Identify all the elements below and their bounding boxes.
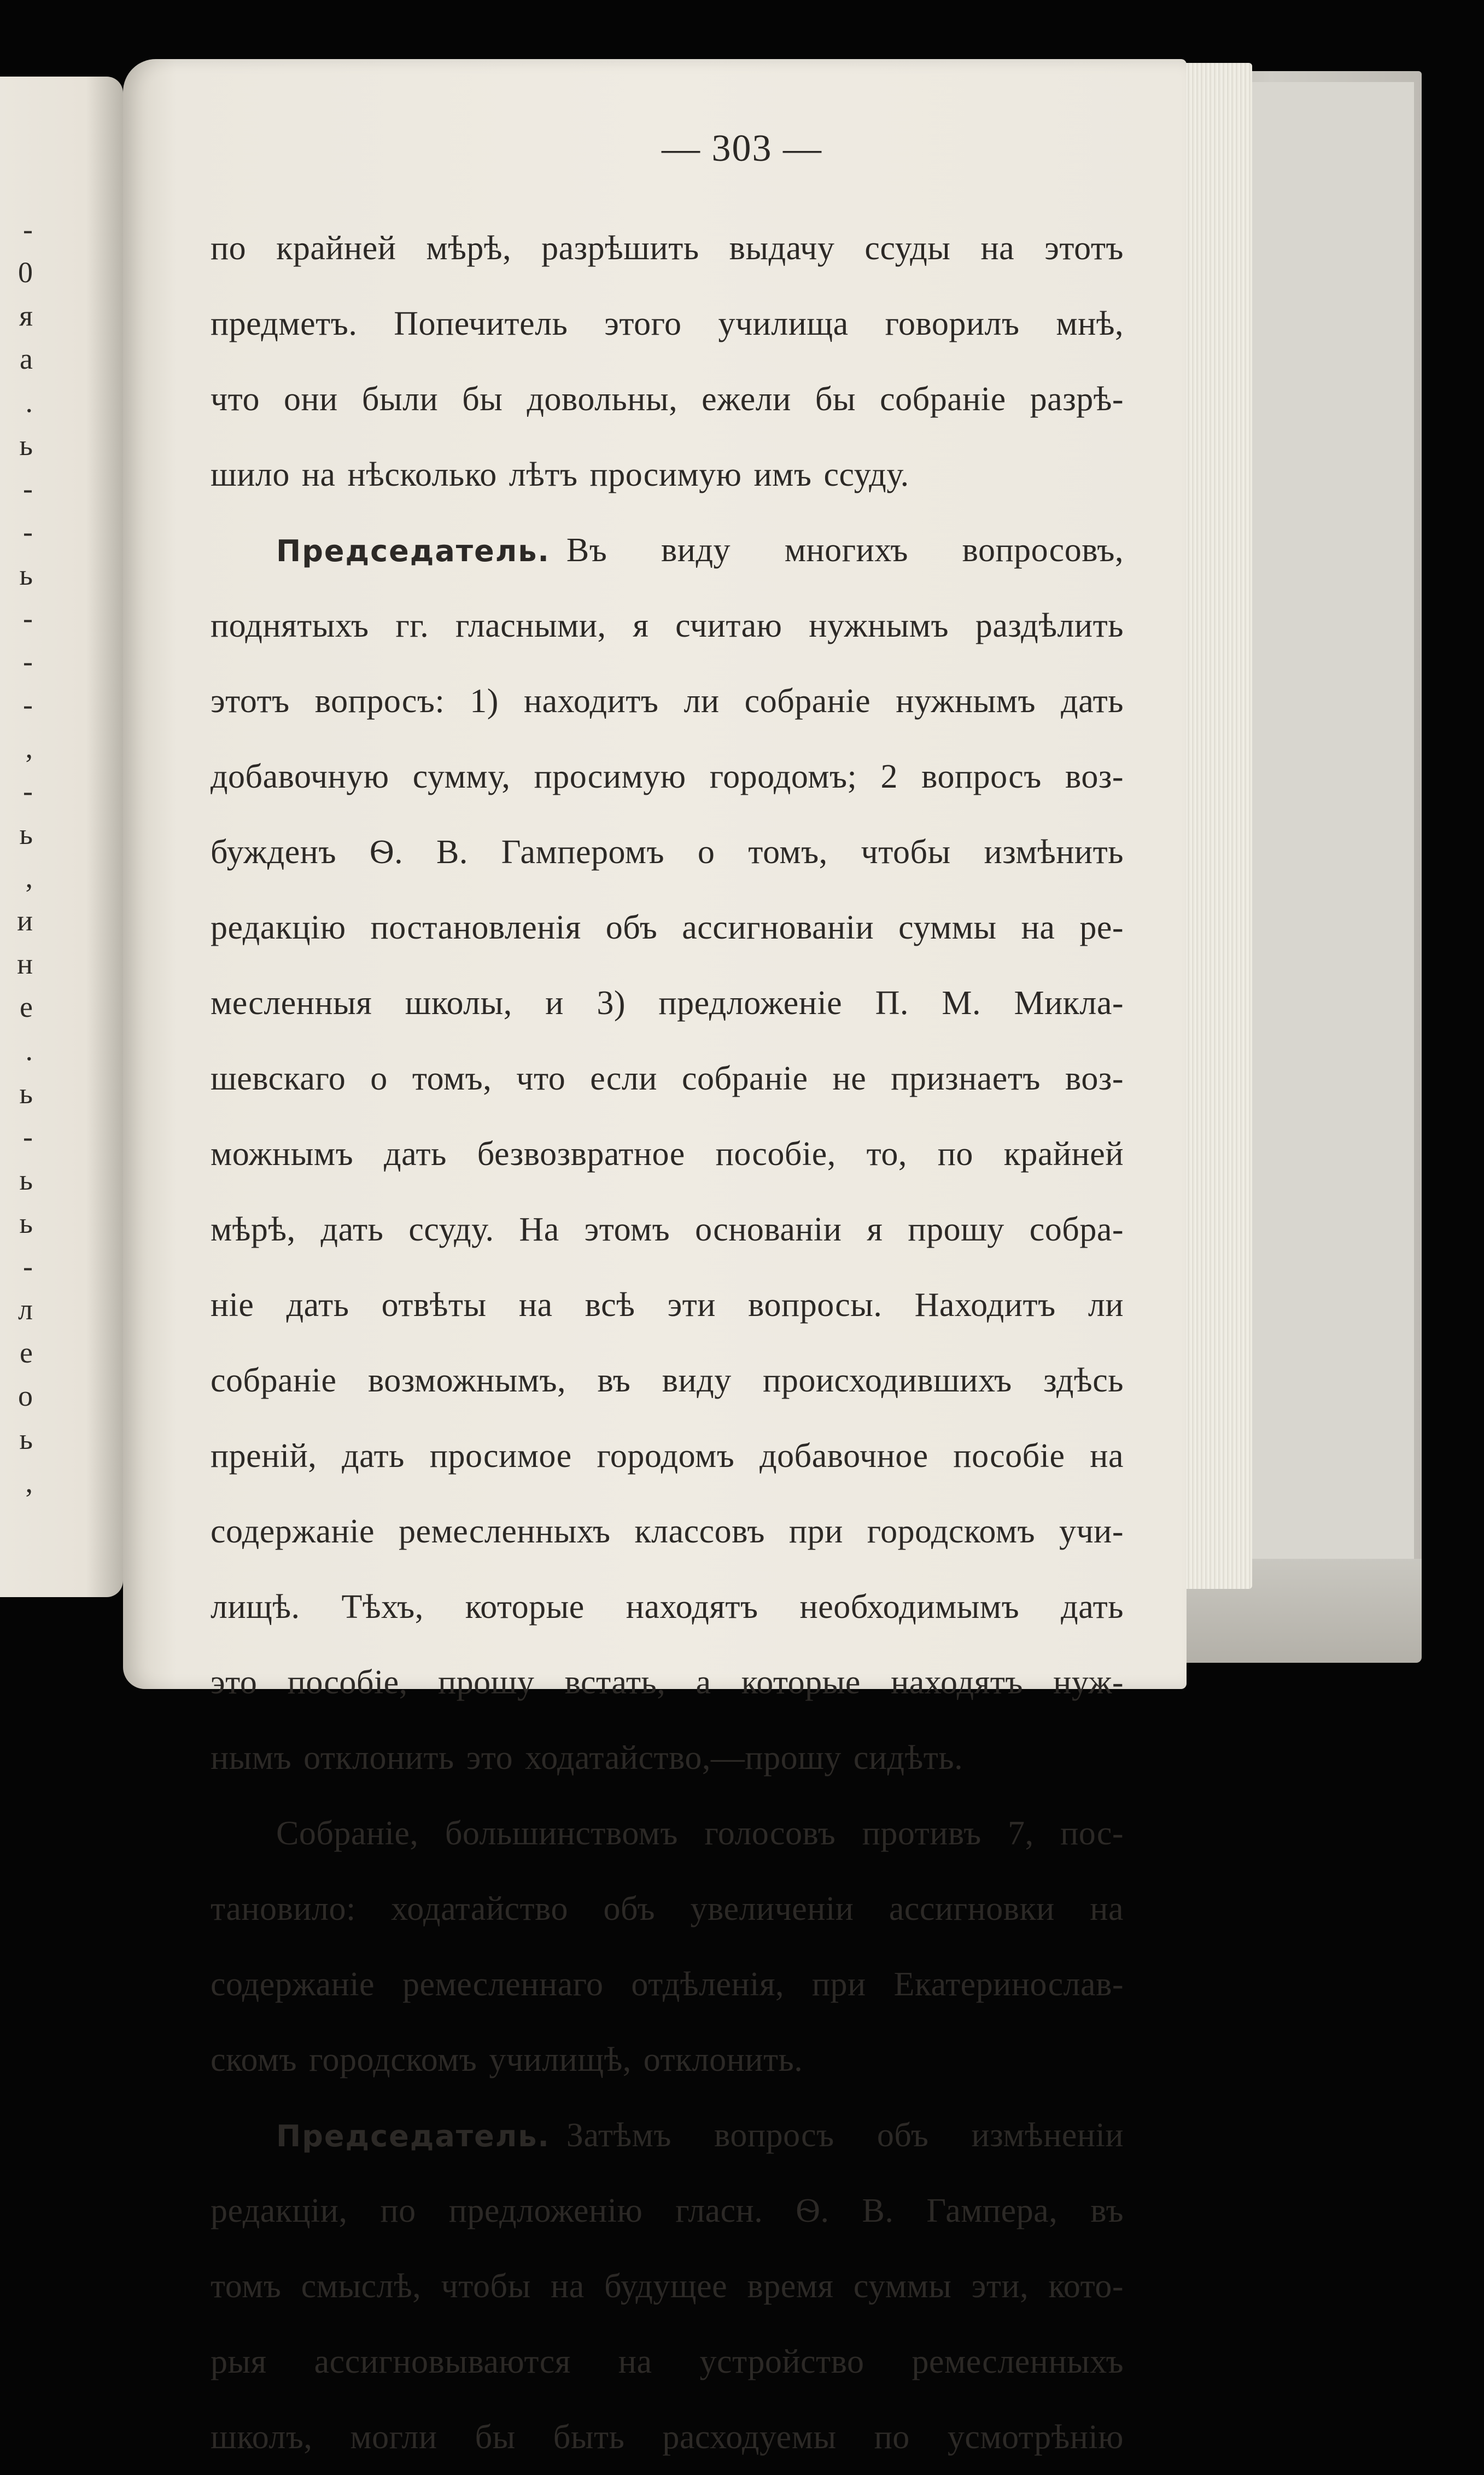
text-line bbox=[211, 2249, 1124, 2324]
text-line bbox=[211, 663, 1124, 739]
left-page-fragment: я bbox=[19, 299, 33, 332]
text-line bbox=[211, 1494, 1124, 1569]
left-page-fragment: . bbox=[25, 1034, 33, 1067]
text-line bbox=[211, 1267, 1124, 1343]
left-page-fragment: л bbox=[18, 1293, 33, 1326]
left-page-fragment: - bbox=[23, 1120, 33, 1153]
text-line bbox=[211, 1796, 1124, 1871]
text-line bbox=[211, 1871, 1124, 1947]
left-page-fragment: - bbox=[23, 602, 33, 634]
line-text: предметъ. Попечитель этого училища говорилъ мнѣ, bbox=[211, 305, 1124, 342]
text-line bbox=[211, 2022, 1124, 2098]
line-text: редакціи, по предложенію гласн. Ѳ. В. Гампера, въ bbox=[211, 2192, 1124, 2229]
text-line bbox=[211, 2173, 1124, 2249]
line-text: преній, дать просимое городомъ добавочное пособіе на bbox=[211, 1437, 1124, 1475]
text-line bbox=[211, 2400, 1124, 2475]
left-page-fragment: . bbox=[25, 386, 33, 418]
left-page-fragment: - bbox=[23, 774, 33, 807]
line-text: томъ смыслѣ, чтобы на будущее время суммы эти, кото- bbox=[211, 2268, 1124, 2305]
text-line bbox=[211, 1720, 1124, 1796]
line-text: мѣрѣ, дать ссуду. На этомъ основаніи я прошу собра- bbox=[211, 1211, 1124, 1248]
speaker-label: Председатель. bbox=[276, 534, 550, 568]
text-line bbox=[211, 2098, 1124, 2173]
left-page-fragment: , bbox=[25, 861, 33, 894]
left-page-fragment: ь bbox=[19, 1207, 33, 1239]
line-text: лищѣ. Тѣхъ, которые находятъ необходимымъ дать bbox=[211, 1588, 1124, 1626]
line-text: тановило: ходатайство объ увеличеніи ассигновки на bbox=[211, 1890, 1124, 1927]
line-text: редакцію постановленія объ ассигнованіи суммы на ре- bbox=[211, 909, 1124, 946]
text-line bbox=[211, 437, 1124, 513]
line-text: добавочную сумму, просимую городомъ; 2 вопросъ воз- bbox=[211, 758, 1124, 795]
text-line bbox=[211, 1343, 1124, 1418]
line-text: по крайней мѣрѣ, разрѣшить выдачу ссуды на этотъ bbox=[211, 230, 1124, 267]
left-page-fragment: ь bbox=[19, 558, 33, 591]
text-line bbox=[211, 1041, 1124, 1116]
line-text: шило на нѣсколько лѣтъ просимую имъ ссуду. bbox=[211, 456, 909, 493]
left-page-fragment: и bbox=[17, 904, 33, 937]
cover-inner bbox=[1247, 82, 1414, 1624]
page-stack-edge bbox=[1181, 63, 1252, 1589]
line-text: Собраніе, большинствомъ голосовъ противъ 7, пос- bbox=[276, 1815, 1124, 1852]
left-page-fragment: - bbox=[23, 472, 33, 505]
line-text: можнымъ дать безвозвратное пособіе, то, по крайней bbox=[211, 1135, 1124, 1173]
text-line bbox=[211, 588, 1124, 663]
text-line bbox=[211, 890, 1124, 965]
left-page-fragment: 0 bbox=[18, 256, 33, 289]
line-text: содержаніе ремесленнаго отдѣленія, при Екатеринослав- bbox=[211, 1966, 1124, 2003]
line-text: нымъ отклонить это ходатайство,—прошу сидѣть. bbox=[211, 1739, 963, 1777]
text-line bbox=[211, 1418, 1124, 1494]
text-line bbox=[211, 211, 1124, 286]
line-text: школъ, могли бы быть расходуемы по усмотрѣнію bbox=[211, 2419, 1124, 2456]
text-line bbox=[211, 965, 1124, 1041]
text-line bbox=[211, 739, 1124, 814]
left-page-fragment: е bbox=[20, 991, 33, 1023]
left-page-text-fragments bbox=[0, 208, 33, 1504]
left-page-fragment: - bbox=[23, 515, 33, 548]
left-page-fragment: н bbox=[17, 947, 33, 980]
line-text: поднятыхъ гг. гласными, я считаю нужнымъ раздѣлить bbox=[211, 607, 1124, 644]
line-text: ніе дать отвѣты на всѣ эти вопросы. Находитъ ли bbox=[211, 1286, 1124, 1324]
line-text: Въ виду многихъ вопросовъ, bbox=[566, 532, 1124, 569]
line-text: что они были бы довольны, ежели бы собраніе разрѣ- bbox=[211, 381, 1124, 418]
left-page-fragment: , bbox=[25, 1466, 33, 1499]
left-page-fragment: е bbox=[20, 1336, 33, 1369]
text-line bbox=[211, 513, 1124, 588]
line-text: это пособіе, прошу встать, а которые находятъ нуж- bbox=[211, 1664, 1124, 1701]
left-page-fragment: - bbox=[23, 645, 33, 678]
line-text: содержаніе ремесленныхъ классовъ при городскомъ учи- bbox=[211, 1513, 1124, 1550]
text-line bbox=[211, 1116, 1124, 1192]
line-text: Затѣмъ вопросъ объ измѣненіи bbox=[566, 2117, 1124, 2154]
left-page-fragment: о bbox=[18, 1379, 33, 1412]
line-text: скомъ городскомъ училищѣ, отклонить. bbox=[211, 2041, 803, 2078]
speaker-label: Председатель. bbox=[276, 2119, 550, 2153]
text-line bbox=[211, 1192, 1124, 1267]
line-text: бужденъ Ѳ. В. Гамперомъ о томъ, чтобы измѣнить bbox=[211, 834, 1124, 871]
text-line bbox=[211, 814, 1124, 890]
text-line bbox=[211, 286, 1124, 362]
line-text: месленныя школы, и 3) предложеніе П. М. Микла- bbox=[211, 985, 1124, 1022]
text-line bbox=[211, 2324, 1124, 2400]
left-page-fragment: ь bbox=[19, 1163, 33, 1196]
left-page-fragment: - bbox=[23, 1250, 33, 1283]
left-page-fragment: - bbox=[23, 688, 33, 721]
left-page-fragment: ь bbox=[19, 1423, 33, 1455]
line-text: рыя ассигновываются на устройство ремесленныхъ bbox=[211, 2343, 1124, 2380]
left-page-fragment: а bbox=[20, 342, 33, 375]
line-text: собраніе возможнымъ, въ виду происходившихъ здѣсь bbox=[211, 1362, 1124, 1399]
text-line bbox=[211, 1569, 1124, 1645]
left-page-fragment: ь bbox=[19, 818, 33, 851]
text-line bbox=[211, 1947, 1124, 2022]
line-text: шевскаго о томъ, что если собраніе не признаетъ воз- bbox=[211, 1060, 1124, 1097]
left-page-fragment: ь bbox=[19, 429, 33, 462]
left-page-fragment: ь bbox=[19, 1077, 33, 1110]
page-number: — 303 — bbox=[662, 127, 822, 170]
line-text: этотъ вопросъ: 1) находитъ ли собраніе нужнымъ дать bbox=[211, 683, 1124, 720]
page-body-text bbox=[211, 211, 1124, 2475]
left-page-fragment: , bbox=[25, 731, 33, 764]
left-page-fragment: - bbox=[23, 213, 33, 246]
text-line bbox=[211, 362, 1124, 437]
text-line bbox=[211, 1645, 1124, 1720]
